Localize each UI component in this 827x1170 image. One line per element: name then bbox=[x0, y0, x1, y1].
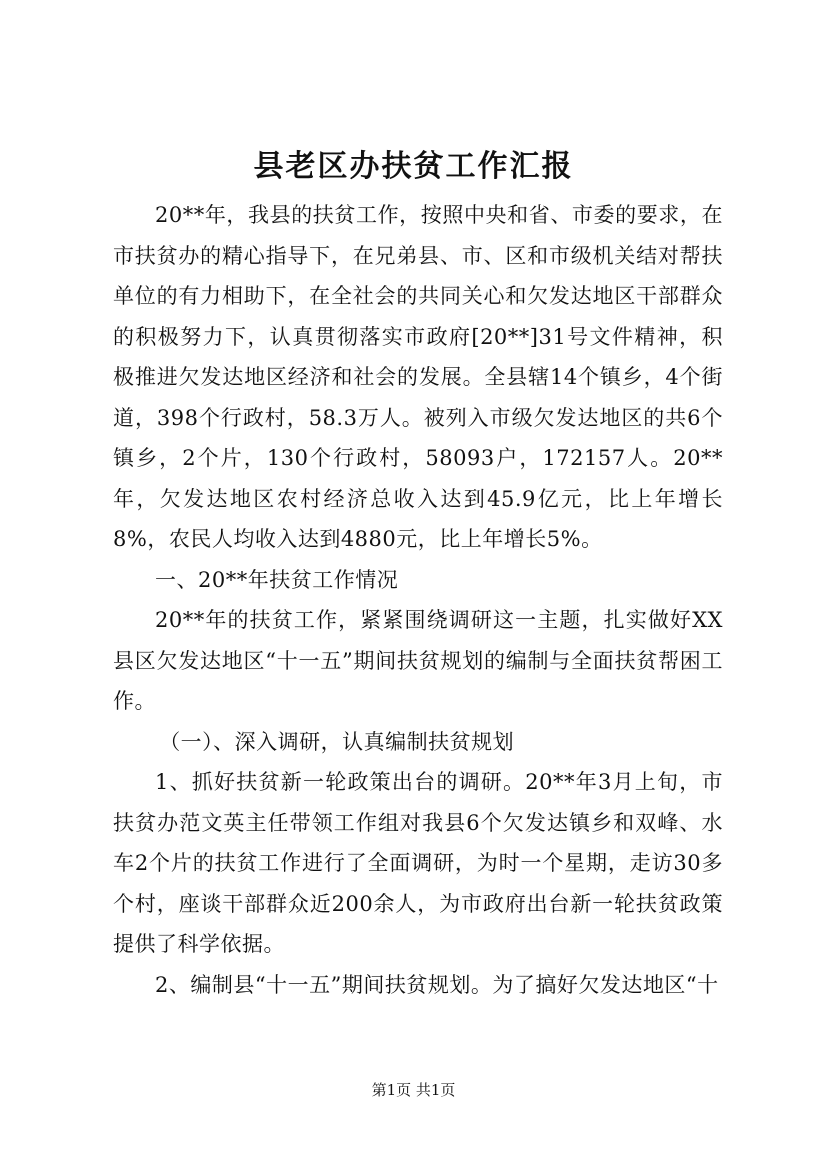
paragraph-summary: 20**年的扶贫工作，紧紧围绕调研这一主题，扎实做好XX县区欠发达地区“十一五”期间扶贫规划的编制与全面扶贫帮困工作。 bbox=[113, 608, 723, 713]
document-body bbox=[113, 195, 723, 1005]
paragraph-item-1: 1、抓好扶贫新一轮政策出台的调研。20**年3月上旬，市扶贫办范文英主任带领工作组对我县6个欠发达镇乡和双峰、水车2个片的扶贫工作进行了全面调研，为时一个星期，走访30多个村，座谈干部群众近200余人，为市政府出台新一轮扶贫政策提供了科学依据。 bbox=[113, 770, 723, 956]
subsection-heading: （一）、深入调研，认真编制扶贫规划 bbox=[159, 729, 515, 754]
paragraph-item-2: 2、编制县“十一五”期间扶贫规划。为了搞好欠发达地区“十 bbox=[155, 972, 719, 997]
page-footer: 第1页 共1页 bbox=[371, 1081, 456, 1099]
section-heading: 一、20**年扶贫工作情况 bbox=[155, 567, 399, 592]
paragraph-intro: 20**年，我县的扶贫工作，按照中央和省、市委的要求，在市扶贫办的精心指导下，在兄弟县、市、区和市级机关结对帮扶单位的有力相助下，在全社会的共同关心和欠发达地区干部群众的积极努力下，认真贯彻落实市政府[20**]31号文件精神，积极推进欠发达地区经济和社会的发展。全县辖14个镇乡，4个街道，398个行政村，58.3万人。被列入市级欠发达地区的共6个镇乡，2个片，130个行政村，58093户，172157人。20**年，欠发达地区农村经济总收入达到45.9亿元，比上年增长8%，农民人均收入达到4880元，比上年增长5%。 bbox=[113, 203, 723, 551]
document-title: 县老区办扶贫工作汇报 bbox=[253, 149, 574, 184]
